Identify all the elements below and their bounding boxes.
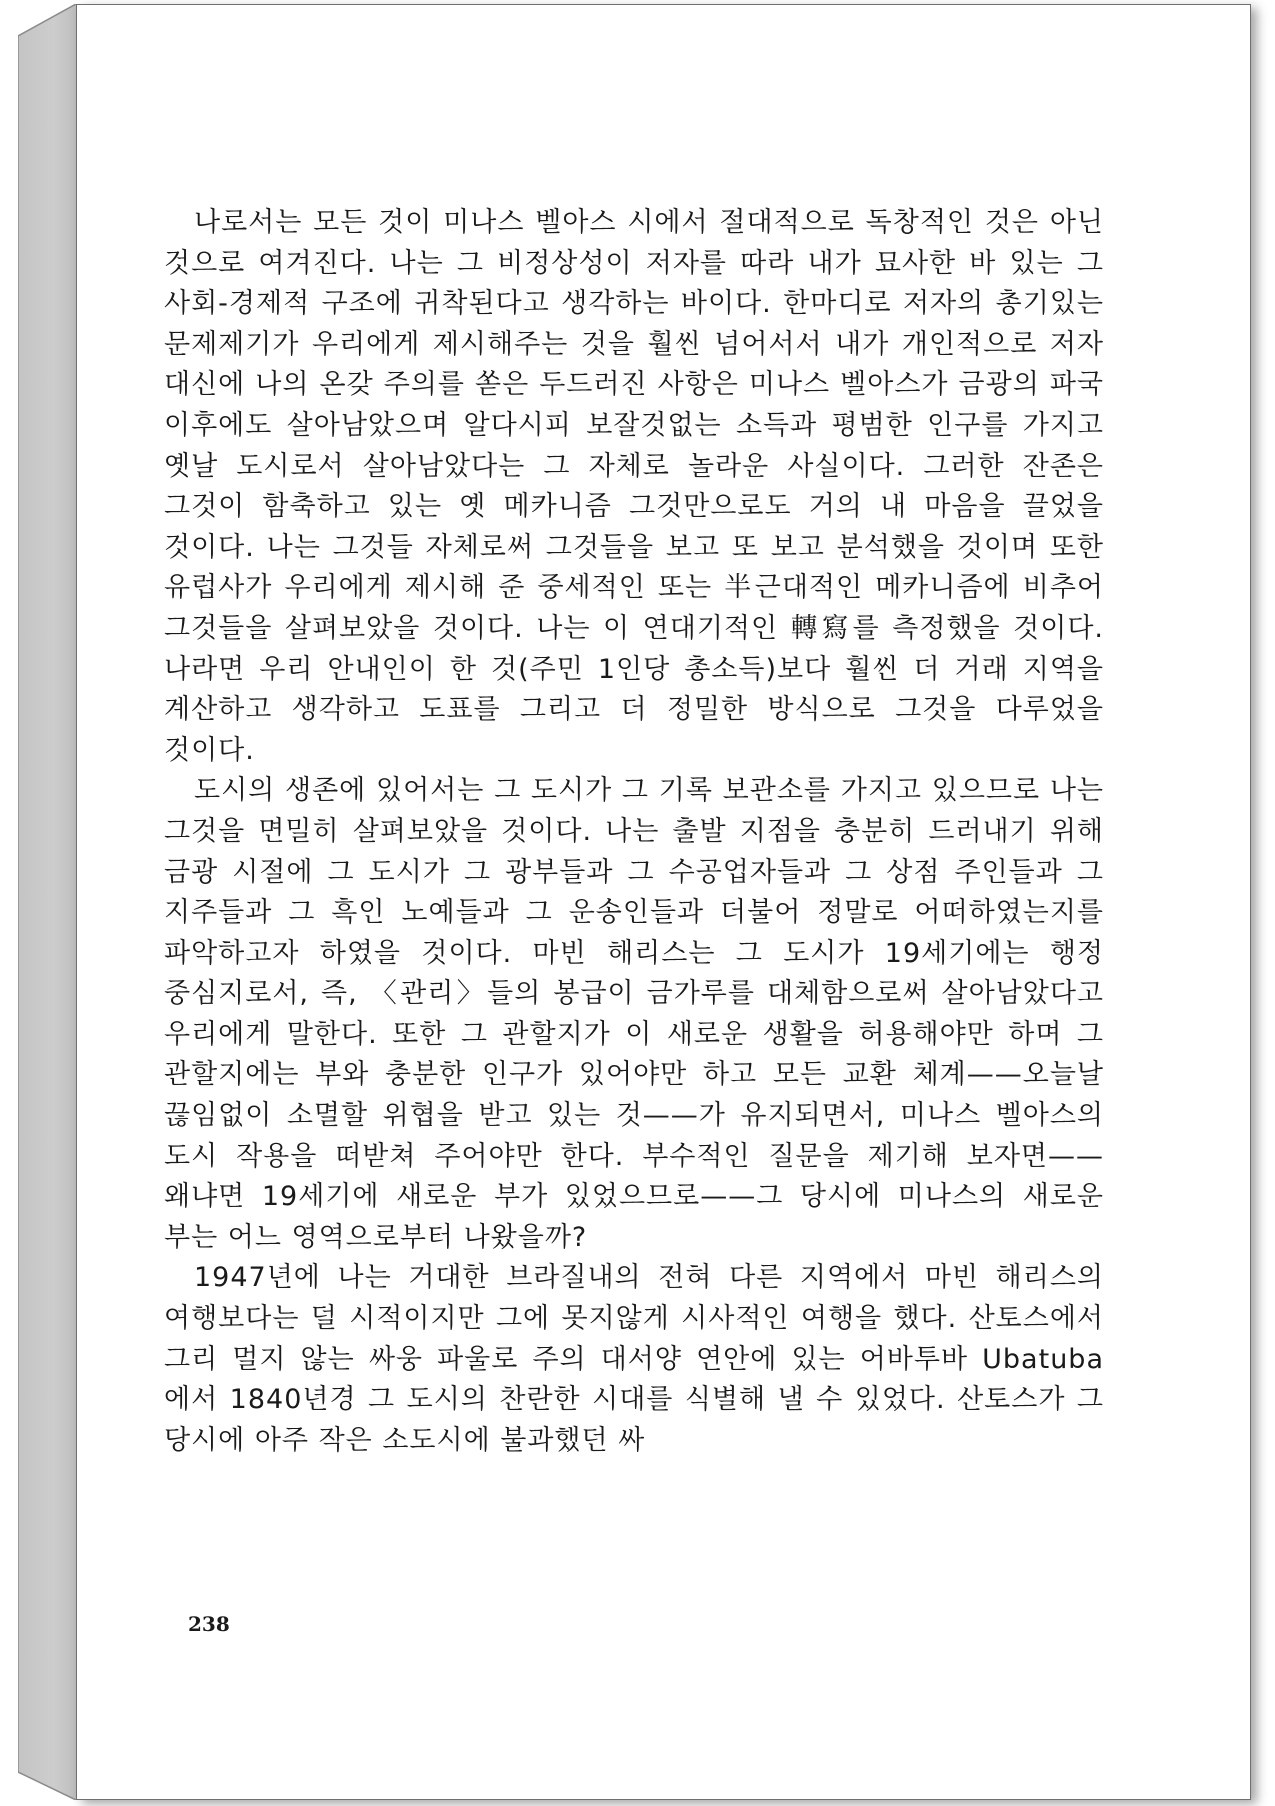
page-number: 238 <box>188 1612 230 1636</box>
book-spine <box>18 4 77 1800</box>
body-text <box>164 203 1104 1461</box>
paragraph-3: 1947년에 나는 거대한 브라질내의 전혀 다른 지역에서 마빈 해리스의 여행보다는 덜 시적이지만 그에 못지않게 시사적인 여행을 했다. 산토스에서 그리 멀지 않는 싸웅 파울로 주의 대서양 연안에 있는 어바투바 Ubatuba 에서 1840년경 그 도시의 찬란한 시대를 식별해 낼 수 있었다. 산토스가 그 당시에 아주 작은 소도시에 불과했던 싸 <box>164 1262 1104 1456</box>
paragraph-1: 나로서는 모든 것이 미나스 벨아스 시에서 절대적으로 독창적인 것은 아닌 것으로 여겨진다. 나는 그 비정상성이 저자를 따라 내가 묘사한 바 있는 그 사회-경제적 구조에 귀착된다고 생각하는 바이다. 한마디로 저자의 총기있는 문제제기가 우리에게 제시해주는 것을 훨씬 넘어서서 내가 개인적으로 저자 대신에 나의 온갖 주의를 쏟은 두드러진 사항은 미나스 벨아스가 금광의 파국 이후에도 살아남았으며 알다시피 보잘것없는 소득과 평범한 인구를 가지고 옛날 도시로서 살아남았다는 그 자체로 놀라운 사실이다. 그러한 잔존은 그것이 함축하고 있는 옛 메카니즘 그것만으로도 거의 내 마음을 끌었을 것이다. 나는 그것들 자체로써 그것들을 보고 또 보고 분석했을 것이며 또한 유럽사가 우리에게 제시해 준 중세적인 또는 半근대적인 메카니즘에 비추어 그것들을 살펴보았을 것이다. 나는 이 연대기적인 轉寫를 측정했을 것이다. 나라면 우리 안내인이 한 것(주민 1인당 총소득)보다 훨씬 더 거래 지역을 계산하고 생각하고 도표를 그리고 더 정밀한 방식으로 그것을 다루었을 것이다. <box>164 207 1104 766</box>
paragraph-2: 도시의 생존에 있어서는 그 도시가 그 기록 보관소를 가지고 있으므로 나는 그것을 면밀히 살펴보았을 것이다. 나는 출발 지점을 충분히 드러내기 위해 금광 시절에 그 도시가 그 광부들과 그 수공업자들과 그 상점 주인들과 그 지주들과 그 흑인 노예들과 그 운송인들과 더불어 정말로 어떠하였는지를 파악하고자 하였을 것이다. 마빈 해리스는 그 도시가 19세기에는 행정 중심지로서, 즉, 〈관리〉들의 봉급이 금가루를 대체함으로써 살아남았다고 우리에게 말한다. 또한 그 관할지가 이 새로운 생활을 허용해야만 하며 그 관할지에는 부와 충분한 인구가 있어야만 하고 모든 교환 체계——오늘날 끊임없이 소멸할 위협을 받고 있는 것——가 유지되면서, 미나스 벨아스의 도시 작용을 떠받쳐 주어야만 한다. 부수적인 질문을 제기해 보자면——왜냐면 19세기에 새로운 부가 있었으므로——그 당시에 미나스의 새로운 부는 어느 영역으로부터 나왔을까? <box>164 775 1104 1253</box>
